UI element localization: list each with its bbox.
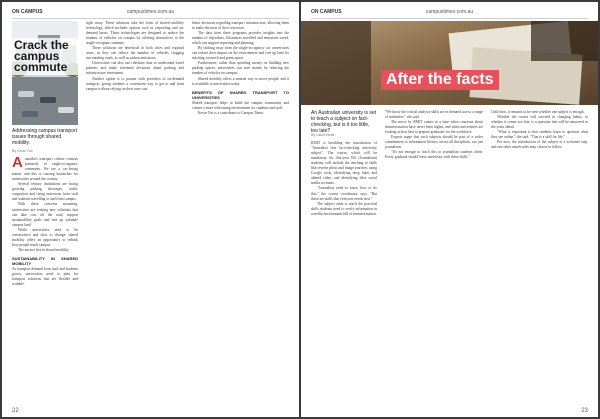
- paragraph: "Journalists need to know how to do this," the course coordinator says. "But these are skills that everyone needs now.": [311, 186, 377, 201]
- paragraph: Shared transport helps to build the campus community and creates a more welcoming environment for students and staff.: [192, 100, 289, 110]
- paragraph: Australia's transport culture consists primarily of single-occupancy commutes. We are a car-loving nation, and this is causing headaches for universities around the country.: [12, 154, 78, 182]
- paragraph: Whether the course will succeed in changing habits, or whether it comes too late, is a question that will be answered in the years ahead.: [491, 115, 588, 130]
- paragraph: RMIT is heralding the introduction of "Australia's first 'fact-checking' university subject". The course, which will be mandatory for first-year BA (Journalism) students, will include the teaching of skills like reverse photo and image searches, using Google tools, identifying deep fakes and altered video, and identifying false social media accounts.: [311, 141, 377, 186]
- article-column-2: [385, 110, 483, 160]
- paragraph: Experts argue that such subjects should be part of a wider commitment to information literacy across all disciplines, not just journalism.: [385, 135, 483, 150]
- right-page: [301, 2, 598, 417]
- paragraph: While universities tend to be conservative and slow to change, shared mobility offers an opportunity to rethink how people reach campus.: [12, 227, 78, 247]
- article-headline: After the facts: [381, 70, 499, 90]
- page-header: [12, 8, 289, 19]
- article-column-1: [12, 148, 78, 287]
- paragraph: "It's not enough to teach this to journalism students alone. Every graduate should leave university with these skills.": [385, 150, 483, 160]
- paragraph: Until then, it remains to be seen whether one subject is enough.: [491, 110, 585, 114]
- feature-photo: [301, 21, 598, 105]
- subheading: BENEFITS OF SHARED TRANSPORT TO UNIVERSITIES: [192, 89, 289, 100]
- article-standfirst: Addressing campus transport issues through shared mobility.: [12, 128, 78, 146]
- section-label: ON CAMPUS: [311, 9, 342, 15]
- subheading: SUSTAINABILITY IN SHARED MOBILITY: [12, 255, 78, 266]
- article-deck: An Australian university is set to teach a subject on fact-checking, but is it too little, too late?: [311, 110, 377, 134]
- paragraph: These solutions are beneficial in both cities and regional areas, as they can reduce the number of vehicles clogging surrounding roads, as well as carbon emissions.: [86, 46, 184, 61]
- paragraph: As transport demand from staff and students grows, universities need to plan for transport solutions that are flexible and scalable.: [12, 267, 78, 287]
- paragraph: better decisions regarding transport infrastructure, allowing them to make the most of their resources.: [192, 21, 289, 31]
- paragraph: Universities can also use rideshare data to understand travel patterns and make informed decisions about parking and infrastructure investment.: [86, 61, 184, 76]
- article-column-2: [86, 21, 184, 92]
- paragraph: The subject aims to teach the practical skills students need to verify information in a media environment full of misinformation.: [311, 201, 377, 216]
- paragraph: The answer lies in shared mobility.: [18, 247, 70, 252]
- paragraph: Several tertiary institutions are facing growing parking shortages, traffic congestion and rising emissions from staff and students travelling to and from campus.: [12, 182, 78, 202]
- byline: By Kevin Ow: [12, 149, 33, 153]
- page-header: [311, 8, 588, 19]
- paragraph: Kevin Ow is a contributor to Campus Times.: [198, 110, 265, 115]
- paragraph: "What is important is that students learn to question what they see online," she said. "That is a skill for life.": [491, 130, 588, 140]
- site-url[interactable]: campustimes.com.au: [425, 9, 474, 15]
- left-page: [2, 2, 299, 417]
- site-url[interactable]: campustimes.com.au: [126, 9, 175, 15]
- paragraph: Shared mobility offers a smarter way to move people, and it is available to universities today.: [192, 76, 289, 86]
- paragraph: Furthermore, rather than spending money on building new parking spaces, universities can save money by reducing the number of vehicles on campus.: [192, 61, 289, 76]
- page-number: 23: [581, 408, 588, 414]
- article-column-3: [192, 21, 289, 116]
- paragraph: Another option is to partner with providers of on-demand transport, giving students a convenient way to get to and from campus without relying on their own cars.: [86, 76, 184, 91]
- paragraph: "We know the critical analysis skills are in demand across a range of industries," she said.: [385, 110, 483, 120]
- paragraph: By shifting away from the single-occupancy car, universities can reduce their impact on the environment and free up land for teaching, research and green space.: [192, 46, 289, 61]
- paragraph: With these concerns mounting, universities are seeking new solutions that can take cars off the road, support sustainability goals and free up valuable campus land.: [12, 202, 78, 227]
- paragraph: right away. These solutions take the form of shared mobility technology, which includes options such as carpooling and on-demand buses. These technologies are designed to reduce the number of vehicles on campus by offering alternatives to the single-occupant commute.: [86, 21, 184, 46]
- paragraph: For now, the introduction of the subject is a welcome step, and one other universities may choose to follow.: [491, 140, 588, 150]
- drop-cap: A: [12, 154, 23, 172]
- article-column-1: [311, 132, 377, 217]
- article-column-3: [491, 110, 588, 150]
- paragraph: The data from these programs provides insights into the number of trip-takers, kilometres travelled and emissions saved, which can support reporting and planning.: [192, 31, 289, 46]
- section-label: ON CAMPUS: [12, 9, 43, 15]
- byline: By Laura Belle: [311, 133, 335, 137]
- paragraph: The move by RMIT comes at a time when concerns about misinformation have never been higher, and when universities are looking at how best to prepare graduates for the workforce.: [385, 120, 483, 135]
- page-number: 22: [12, 408, 19, 414]
- article-headline: Crack the campus commute: [12, 38, 80, 75]
